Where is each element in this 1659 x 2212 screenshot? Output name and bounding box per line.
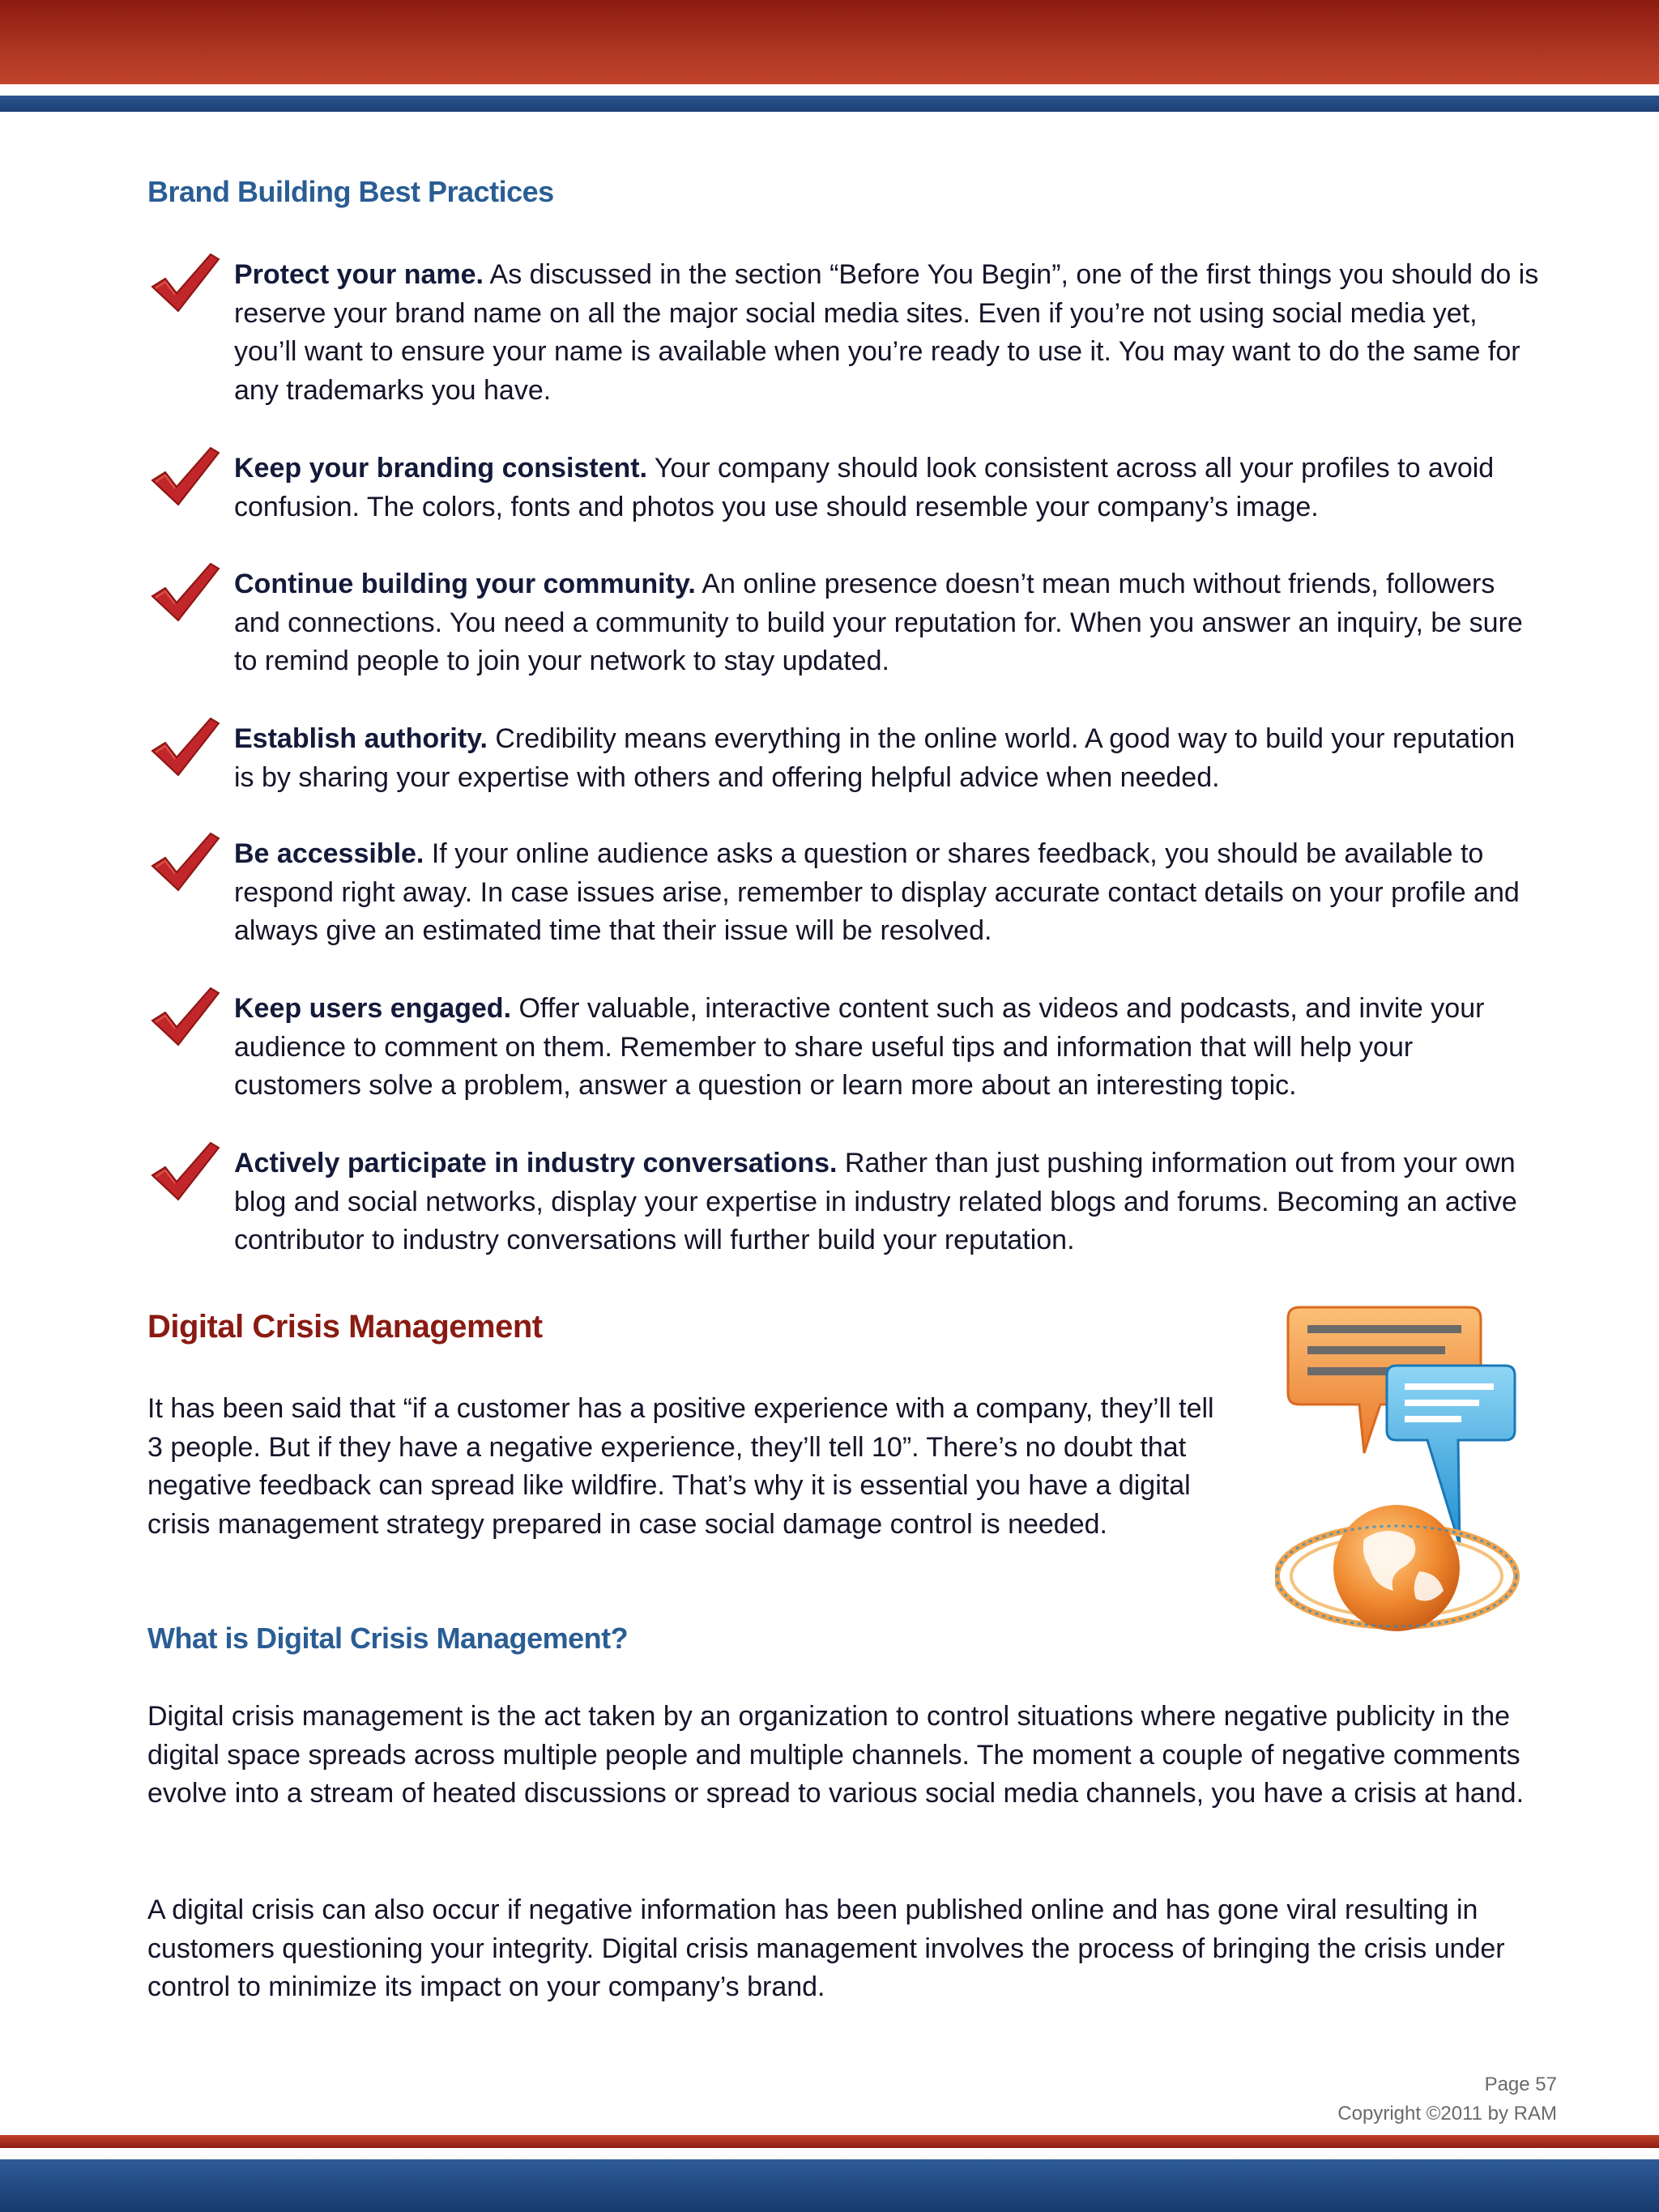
crisis-heading: Digital Crisis Management <box>147 1309 543 1345</box>
globe-chat-illustration <box>1275 1296 1534 1652</box>
footer-blue-band <box>0 2159 1659 2212</box>
checkmark-icon <box>147 830 222 895</box>
best-practice-text <box>234 720 1541 797</box>
best-practice-body: Offer valuable, interactive content such as videos and podcasts, and invite your audience to comment on them. Remember to share useful tips and information that will help your customers solve a problem, answer a question or learn more about an interesting topic. <box>234 993 1485 1102</box>
best-practice-title: Continue building your community. <box>234 569 696 599</box>
best-practice-body: Rather than just pushing information out from your own blog and social networks, display your expertise in industry related blogs and forums. Becoming an active contributor to industry conversations will further build your reputation. <box>234 1148 1517 1256</box>
header-blue-band <box>0 96 1659 112</box>
best-practice-title: Be accessible. <box>234 838 424 869</box>
best-practice-title: Keep users engaged. <box>234 993 512 1024</box>
best-practice-text <box>234 256 1541 410</box>
checkmark-icon <box>147 251 222 316</box>
page-number: Page 57 <box>1484 2073 1557 2095</box>
crisis-paragraph-1: Digital crisis management is the act taken by an organization to control situations where negative publicity in the digital space spreads across multiple people and multiple channels. The moment a couple of negative comments evolve into a stream of heated discussions or spread to various social media channels, you have a crisis at hand. <box>147 1701 1525 1809</box>
crisis-paragraph-2: A digital crisis can also occur if negative information has been published online and has gone viral resulting in customers questioning your integrity. Digital crisis management involves the process of bringing the crisis under control to minimize its impact on your company’s brand. <box>147 1894 1505 2003</box>
best-practice-title: Establish authority. <box>234 723 488 754</box>
best-practice-text <box>234 1144 1541 1260</box>
header-red-band <box>0 0 1659 84</box>
checkmark-icon <box>147 560 222 625</box>
best-practice-text <box>234 990 1541 1106</box>
best-practice-text <box>234 450 1541 526</box>
checkmark-icon <box>147 445 222 509</box>
best-practice-item <box>147 565 1541 681</box>
best-practice-item <box>147 450 1541 526</box>
footer-red-band <box>0 2135 1659 2148</box>
best-practice-body: Your company should look consistent across all your profiles to avoid confusion. The colors, fonts and photos you use should resemble your company’s image. <box>234 453 1495 522</box>
checkmark-icon <box>147 985 222 1050</box>
best-practice-text <box>234 835 1541 951</box>
copyright: Copyright ©2011 by RAM <box>1337 2103 1557 2125</box>
best-practice-item <box>147 720 1541 797</box>
header-divider <box>0 84 1659 96</box>
best-practice-title: Protect your name. <box>234 259 484 290</box>
checkmark-icon <box>147 1140 222 1204</box>
best-practice-item <box>147 256 1541 410</box>
best-practice-item <box>147 990 1541 1106</box>
page-footer <box>1337 2070 1557 2129</box>
best-practice-item <box>147 1144 1541 1260</box>
best-practice-body: If your online audience asks a question or shares feedback, you should be available to respond right away. In case issues arise, remember to display accurate contact details on your profile and always give an estimated time that their issue will be resolved. <box>234 838 1520 947</box>
checkmark-icon <box>147 715 222 780</box>
best-practices-heading: Brand Building Best Practices <box>147 175 554 208</box>
crisis-intro: It has been said that “if a customer has a positive experience with a company, they’ll tell 3 people. But if they have a negative experience, they’ll tell 10”. There’s no doubt that negative feedback can spread like wildfire. That’s why it is essential you have a digital crisis management strategy prepared in case social damage control is needed. <box>147 1393 1214 1540</box>
footer-divider <box>0 2148 1659 2159</box>
best-practice-title: Actively participate in industry conversations. <box>234 1148 838 1178</box>
best-practice-body: As discussed in the section “Before You Begin”, one of the first things you should do is reserve your brand name on all the major social media sites. Even if you’re not using social media yet, you’ll want to ensure your name is available when you’re ready to use it. You may want to do the same for any trademarks you have. <box>234 259 1539 406</box>
best-practice-title: Keep your branding consistent. <box>234 453 648 484</box>
best-practice-text <box>234 565 1541 681</box>
best-practice-body: An online presence doesn’t mean much without friends, followers and connections. You need a community to build your reputation for. When you answer an inquiry, be sure to remind people to join your network to stay updated. <box>234 569 1523 677</box>
crisis-subheading: What is Digital Crisis Management? <box>147 1622 629 1655</box>
best-practice-item <box>147 835 1541 951</box>
best-practice-body: Credibility means everything in the online world. A good way to build your reputation is by sharing your expertise with others and offering helpful advice when needed. <box>234 723 1516 793</box>
